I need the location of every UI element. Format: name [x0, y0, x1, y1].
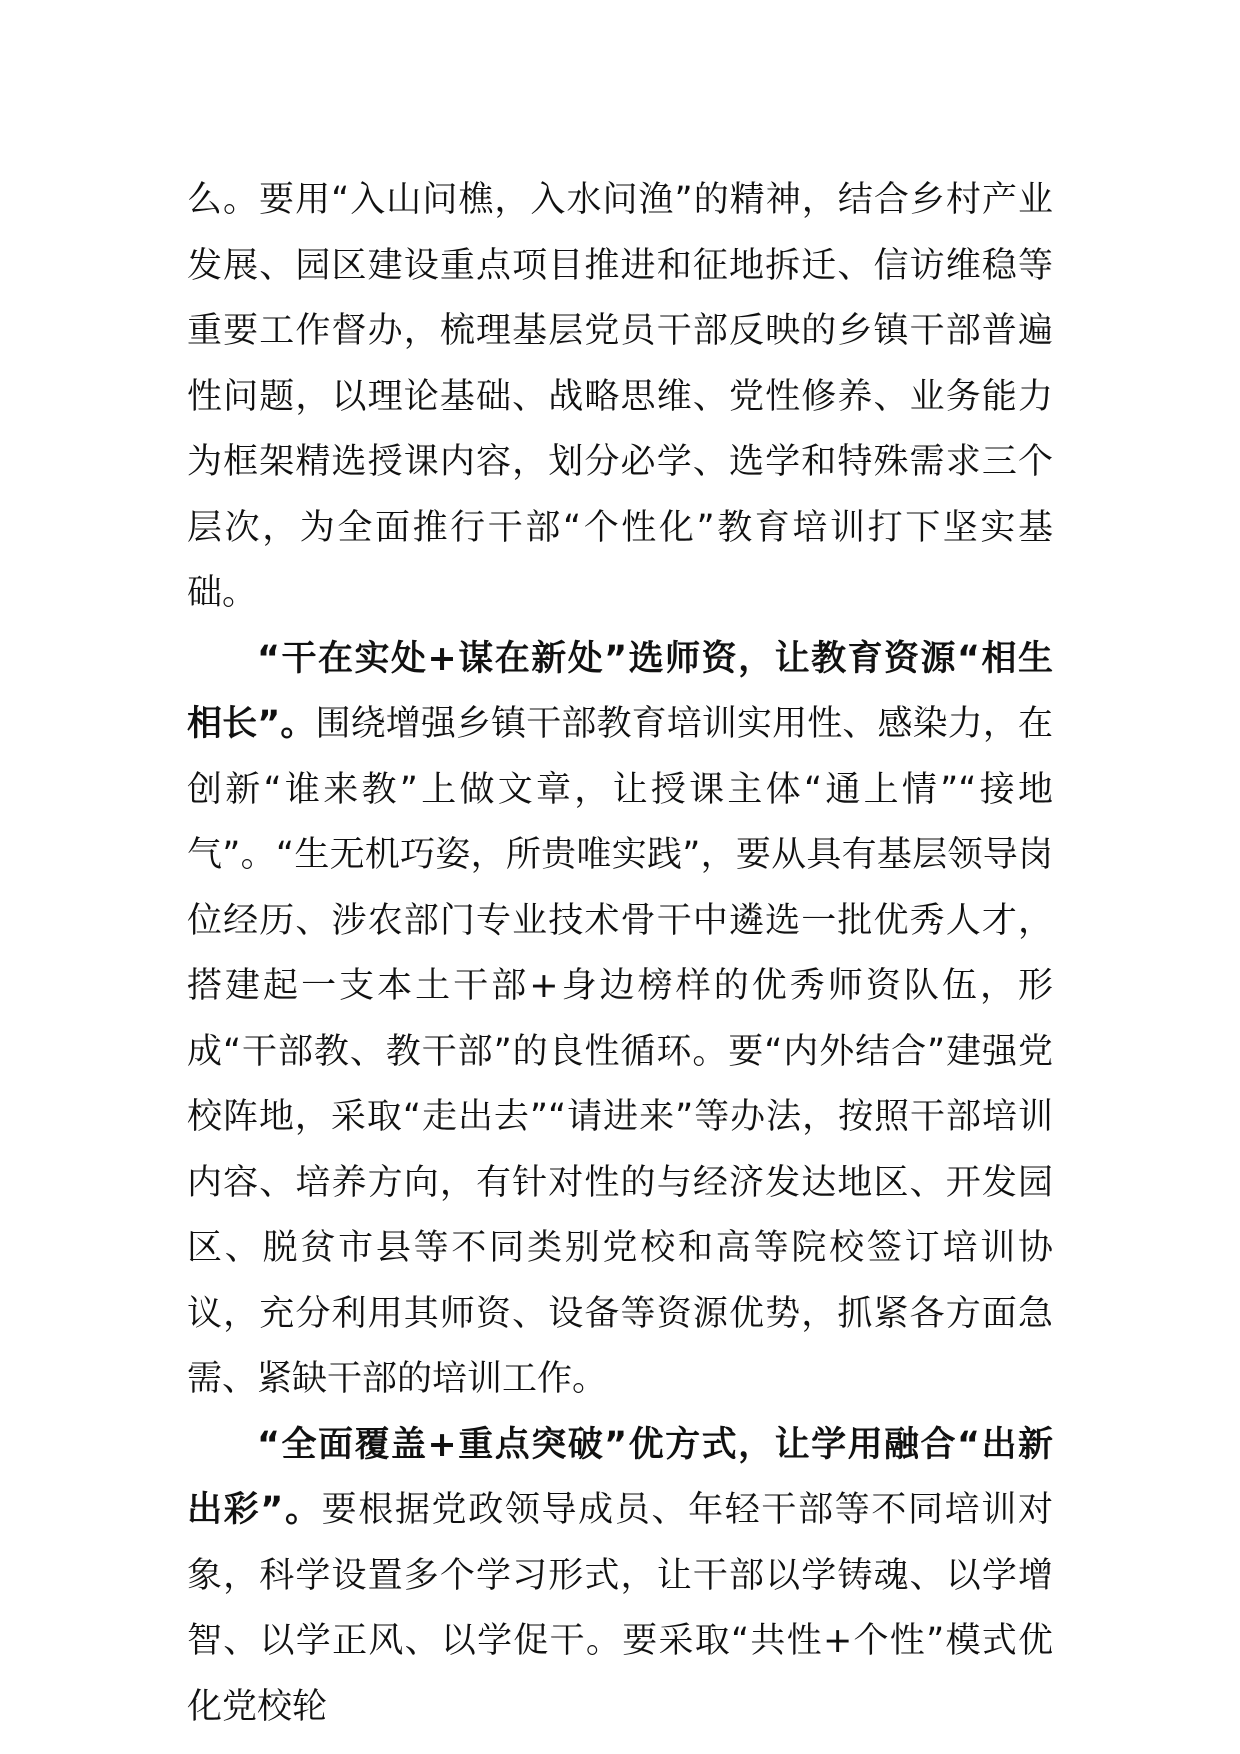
paragraph-heading: “全面覆盖+重点突破”优方式，让学用融合“出新出彩”。 — [187, 1424, 1053, 1530]
paragraph-heading: “干在实处+谋在新处”选师资，让教育资源“相生相长”。 — [187, 638, 1053, 744]
paragraph-text: 要根据党政领导成员、年轻干部等不同培训对象，科学设置多个学习形式，让干部以学铸魂、以学增智、以学正风、以学促干。要采取“共性+个性”模式优化党校轮 — [187, 1490, 1053, 1727]
paragraph-continuation — [187, 168, 1053, 627]
paragraph-teachers — [187, 627, 1053, 1413]
paragraph-methods — [187, 1413, 1053, 1741]
paragraph-text: 么。要用“入山问樵，入水问渔”的精神，结合乡村产业发展、园区建设重点项目推进和征地拆迁、信访维稳等重要工作督办，梳理基层党员干部反映的乡镇干部普遍性问题，以理论基础、战略思维、党性修养、业务能力为框架精选授课内容，划分必学、选学和特殊需求三个层次，为全面推行干部“个性化”教育培训打下坚实基础。 — [187, 180, 1053, 613]
body-text — [187, 168, 1053, 1740]
paragraph-text: 围绕增强乡镇干部教育培训实用性、感染力，在创新“谁来教”上做文章，让授课主体“通上情”“接地气”。“生无机巧姿，所贵唯实践”，要从具有基层领导岗位经历、涉农部门专业技术骨干中遴选一批优秀人才，搭建起一支本土干部+身边榜样的优秀师资队伍，形成“干部教、教干部”的良性循环。要“内外结合”建强党校阵地，采取“走出去”“请进来”等办法，按照干部培训内容、培养方向，有针对性的与经济发达地区、开发园区、脱贫市县等不同类别党校和高等院校签订培训协议，充分利用其师资、设备等资源优势，抓紧各方面急需、紧缺干部的培训工作。 — [187, 704, 1053, 1399]
